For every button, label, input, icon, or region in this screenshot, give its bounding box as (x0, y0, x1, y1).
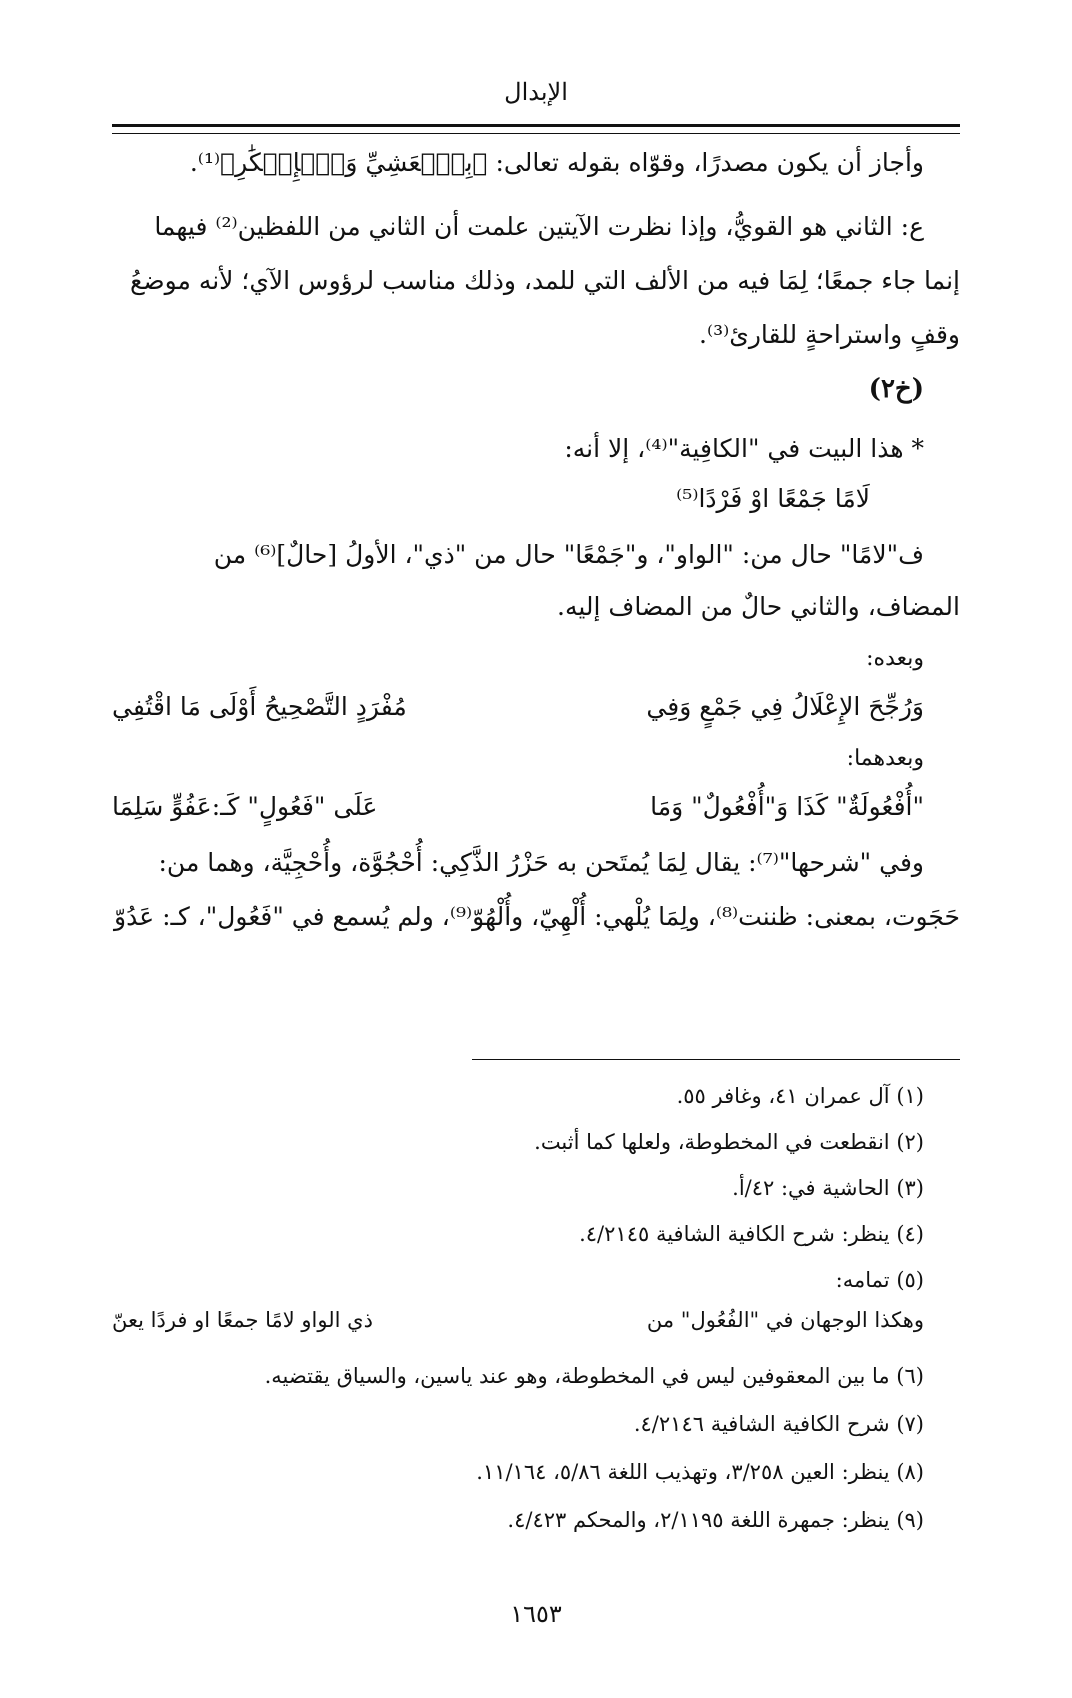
body-line-11: وفي "شرحها"⁽⁷⁾: يقال لِمَا يُمتَحن به حَزْرُ الذَّكِي: أُحْجُوَّة، وأُحْجِيَّة، وهما من: (158, 848, 924, 877)
verse-1 (112, 690, 960, 724)
footnote-separator (472, 1059, 960, 1060)
body-line-4: وقفٍ واستراحةٍ للقارئ⁽³⁾. (699, 320, 960, 349)
footnote-6: (٦) ما بين المعقوفين ليس في المخطوطة، وهو عند ياسين، والسياق يقتضيه. (264, 1364, 924, 1388)
footnote-5-verse-second-hemistich: ذي الواو لامًا جمعًا او فردًا يعنّ (112, 1308, 373, 1332)
body-line-7: ف"لامًا" حال من: "الواو"، و"جَمْعًا" حال من "ذي"، الأولُ [حالٌ]⁽⁶⁾ من (213, 540, 924, 569)
body-line-3: إنما جاء جمعًا؛ لِمَا فيه من الألف التي للمد، وذلك مناسب لرؤوس الآي؛ لأنه موضعُ (130, 266, 960, 295)
footnote-4: (٤) ينظر: شرح الكافية الشافية ٤/٢١٤٥. (579, 1222, 924, 1246)
body-line-12: حَجَوت، بمعنى: ظننت⁽⁸⁾، ولِمَا يُلْهي: أُلْهِيّ، وأُلْهُوّ⁽⁹⁾، ولم يُسمع في "فَعُول"، كـ: عَدُوّ (114, 902, 960, 931)
footnote-5: (٥) تمامه: (835, 1268, 924, 1292)
body-line-5: * هذا البيت في "الكافِية"⁽⁴⁾، إلا أنه: (564, 434, 924, 463)
footnote-3: (٣) الحاشية في: ٤٢/أ. (732, 1176, 924, 1200)
header-rule-thick (112, 124, 960, 127)
footnote-8: (٨) ينظر: العين ٣/٢٥٨، وتهذيب اللغة ٥/٨٦، ١١/١٦٤. (476, 1460, 924, 1484)
body-line-8: المضاف، والثاني حالٌ من المضاف إليه. (557, 592, 960, 621)
quoted-fragment: لَامًا جَمْعًا اوْ فَرْدًا⁽⁵⁾ (676, 484, 870, 513)
footnote-7: (٧) شرح الكافية الشافية ٤/٢١٤٦. (633, 1412, 924, 1436)
footnote-1: (١) آل عمران ٤١، وغافر ٥٥. (676, 1084, 924, 1108)
body-line-9: وبعده: (866, 646, 924, 671)
footnote-2: (٢) انقطعت في المخطوطة، ولعلها كما أثبت. (534, 1130, 924, 1154)
body-line-10: وبعدهما: (846, 746, 924, 771)
verse-1-first-hemistich: وَرُجِّحَ الإِعْلَالُ فِي جَمْعٍ وَفِي (646, 692, 924, 721)
page-number: ١٦٥٣ (510, 1600, 562, 1628)
verse-1-second-hemistich: مُفْرَدٍ التَّصْحِيحُ أَوْلَى مَا اقْتُفِي (112, 692, 407, 721)
body-line-1: وأجاز أن يكون مصدرًا، وقوّاه بقوله تعالى: ﴿بِٱلۡعَشِيِّ وَٱلۡإِبۡكَٰرِ﴾⁽¹⁾. (189, 148, 924, 177)
footnote-9: (٩) ينظر: جمهرة اللغة ٢/١١٩٥، والمحكم ٤/٤٢٣. (507, 1508, 924, 1532)
running-head: الإبدال (504, 78, 568, 106)
footnote-5-verse (112, 1305, 960, 1335)
document-page (112, 0, 960, 1698)
header-rule-thin (112, 133, 960, 134)
verse-2 (112, 790, 960, 824)
verse-2-first-hemistich: "أُفْعُولَةٌ" كَذَا وَ"أُفْعُولٌ" وَمَا (650, 792, 924, 821)
footnote-5-verse-first-hemistich: وهكذا الوجهان في "الفُعُول" من (646, 1308, 924, 1332)
body-line-2: ع: الثاني هو القويُّ، وإذا نظرت الآيتين علمت أن الثاني من اللفظين⁽²⁾ فيهما (154, 212, 924, 241)
verse-2-second-hemistich: عَلَى "فَعُولٍ" كَـ:عَفُوٍّ سَلِمَا (112, 792, 378, 821)
section-heading: (خ٢) (868, 374, 924, 404)
